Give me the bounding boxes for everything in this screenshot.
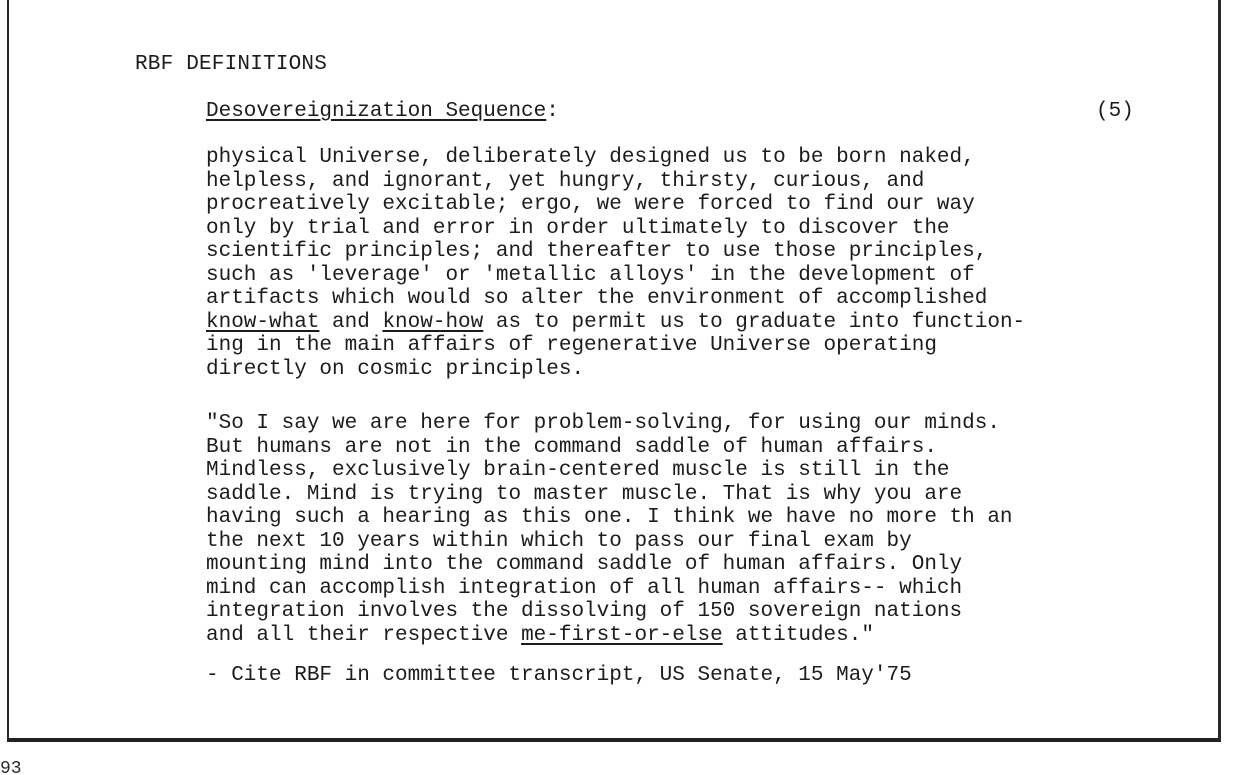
document-header: RBF DEFINITIONS [135, 53, 328, 76]
citation: - Cite RBF in committee transcript, US Senate, 15 May'75 [206, 664, 912, 687]
underlined-term-me-first-or-else: me-first-or-else [521, 623, 723, 647]
paragraph-line [206, 624, 1013, 648]
text-fragment: and [319, 310, 383, 334]
section-title [206, 100, 559, 123]
section-title-text: Desovereignization Sequence [206, 100, 547, 123]
text-fragment: attitudes." [722, 623, 874, 647]
paragraph-1 [206, 146, 1025, 381]
page-number-fragment: 93 [0, 760, 22, 775]
paragraph-line: scientific principles; and thereafter to use those principles, [206, 240, 988, 263]
paragraph-line: But humans are not in the command saddle of human affairs. [206, 435, 937, 459]
paragraph-line: mounting mind into the command saddle of human affairs. Only [206, 553, 963, 576]
underlined-term-know-what: know-what [206, 310, 320, 334]
paragraph-line: the next 10 years within which to pass our final exam by [206, 529, 912, 553]
paragraph-2-quote [206, 412, 1013, 647]
paragraph-line: procreatively excitable; ergo, we were forced to find our way [206, 193, 975, 216]
paragraph-line: artifacts which would so alter the environment of accomplished [206, 287, 988, 310]
paragraph-line: mind can accomplish integration of all human affairs-- which [206, 576, 963, 600]
paragraph-line: saddle. Mind is trying to master muscle. That is why you are [206, 482, 963, 506]
paragraph-line: having such a hearing as this one. I think we have no more th an [206, 506, 1013, 529]
section-number: (5) [1096, 100, 1134, 123]
paragraph-line: ing in the main affairs of regenerative Universe operating [206, 334, 937, 357]
text-fragment: as to permit us to graduate into function- [483, 310, 1026, 334]
paragraph-line: helpless, and ignorant, yet hungry, thirsty, curious, and [206, 169, 925, 193]
paragraph-line: such as 'leverage' or 'metallic alloys' in the development of [206, 263, 975, 287]
section-title-suffix: : [546, 100, 559, 123]
paragraph-line: integration involves the dissolving of 150 sovereign nations [206, 600, 963, 623]
underlined-term-know-how: know-how [382, 310, 484, 334]
paragraph-line [206, 311, 1025, 335]
paragraph-line: Mindless, exclusively brain-centered muscle is still in the [206, 459, 950, 482]
paragraph-line: physical Universe, deliberately designed us to be born naked, [206, 146, 975, 169]
paragraph-line: "So I say we are here for problem-solving, for using our minds. [206, 412, 1000, 435]
paragraph-line: directly on cosmic principles. [206, 357, 585, 381]
text-fragment: and all their respective [206, 623, 522, 647]
paragraph-line: only by trial and error in order ultimately to discover the [206, 216, 950, 240]
